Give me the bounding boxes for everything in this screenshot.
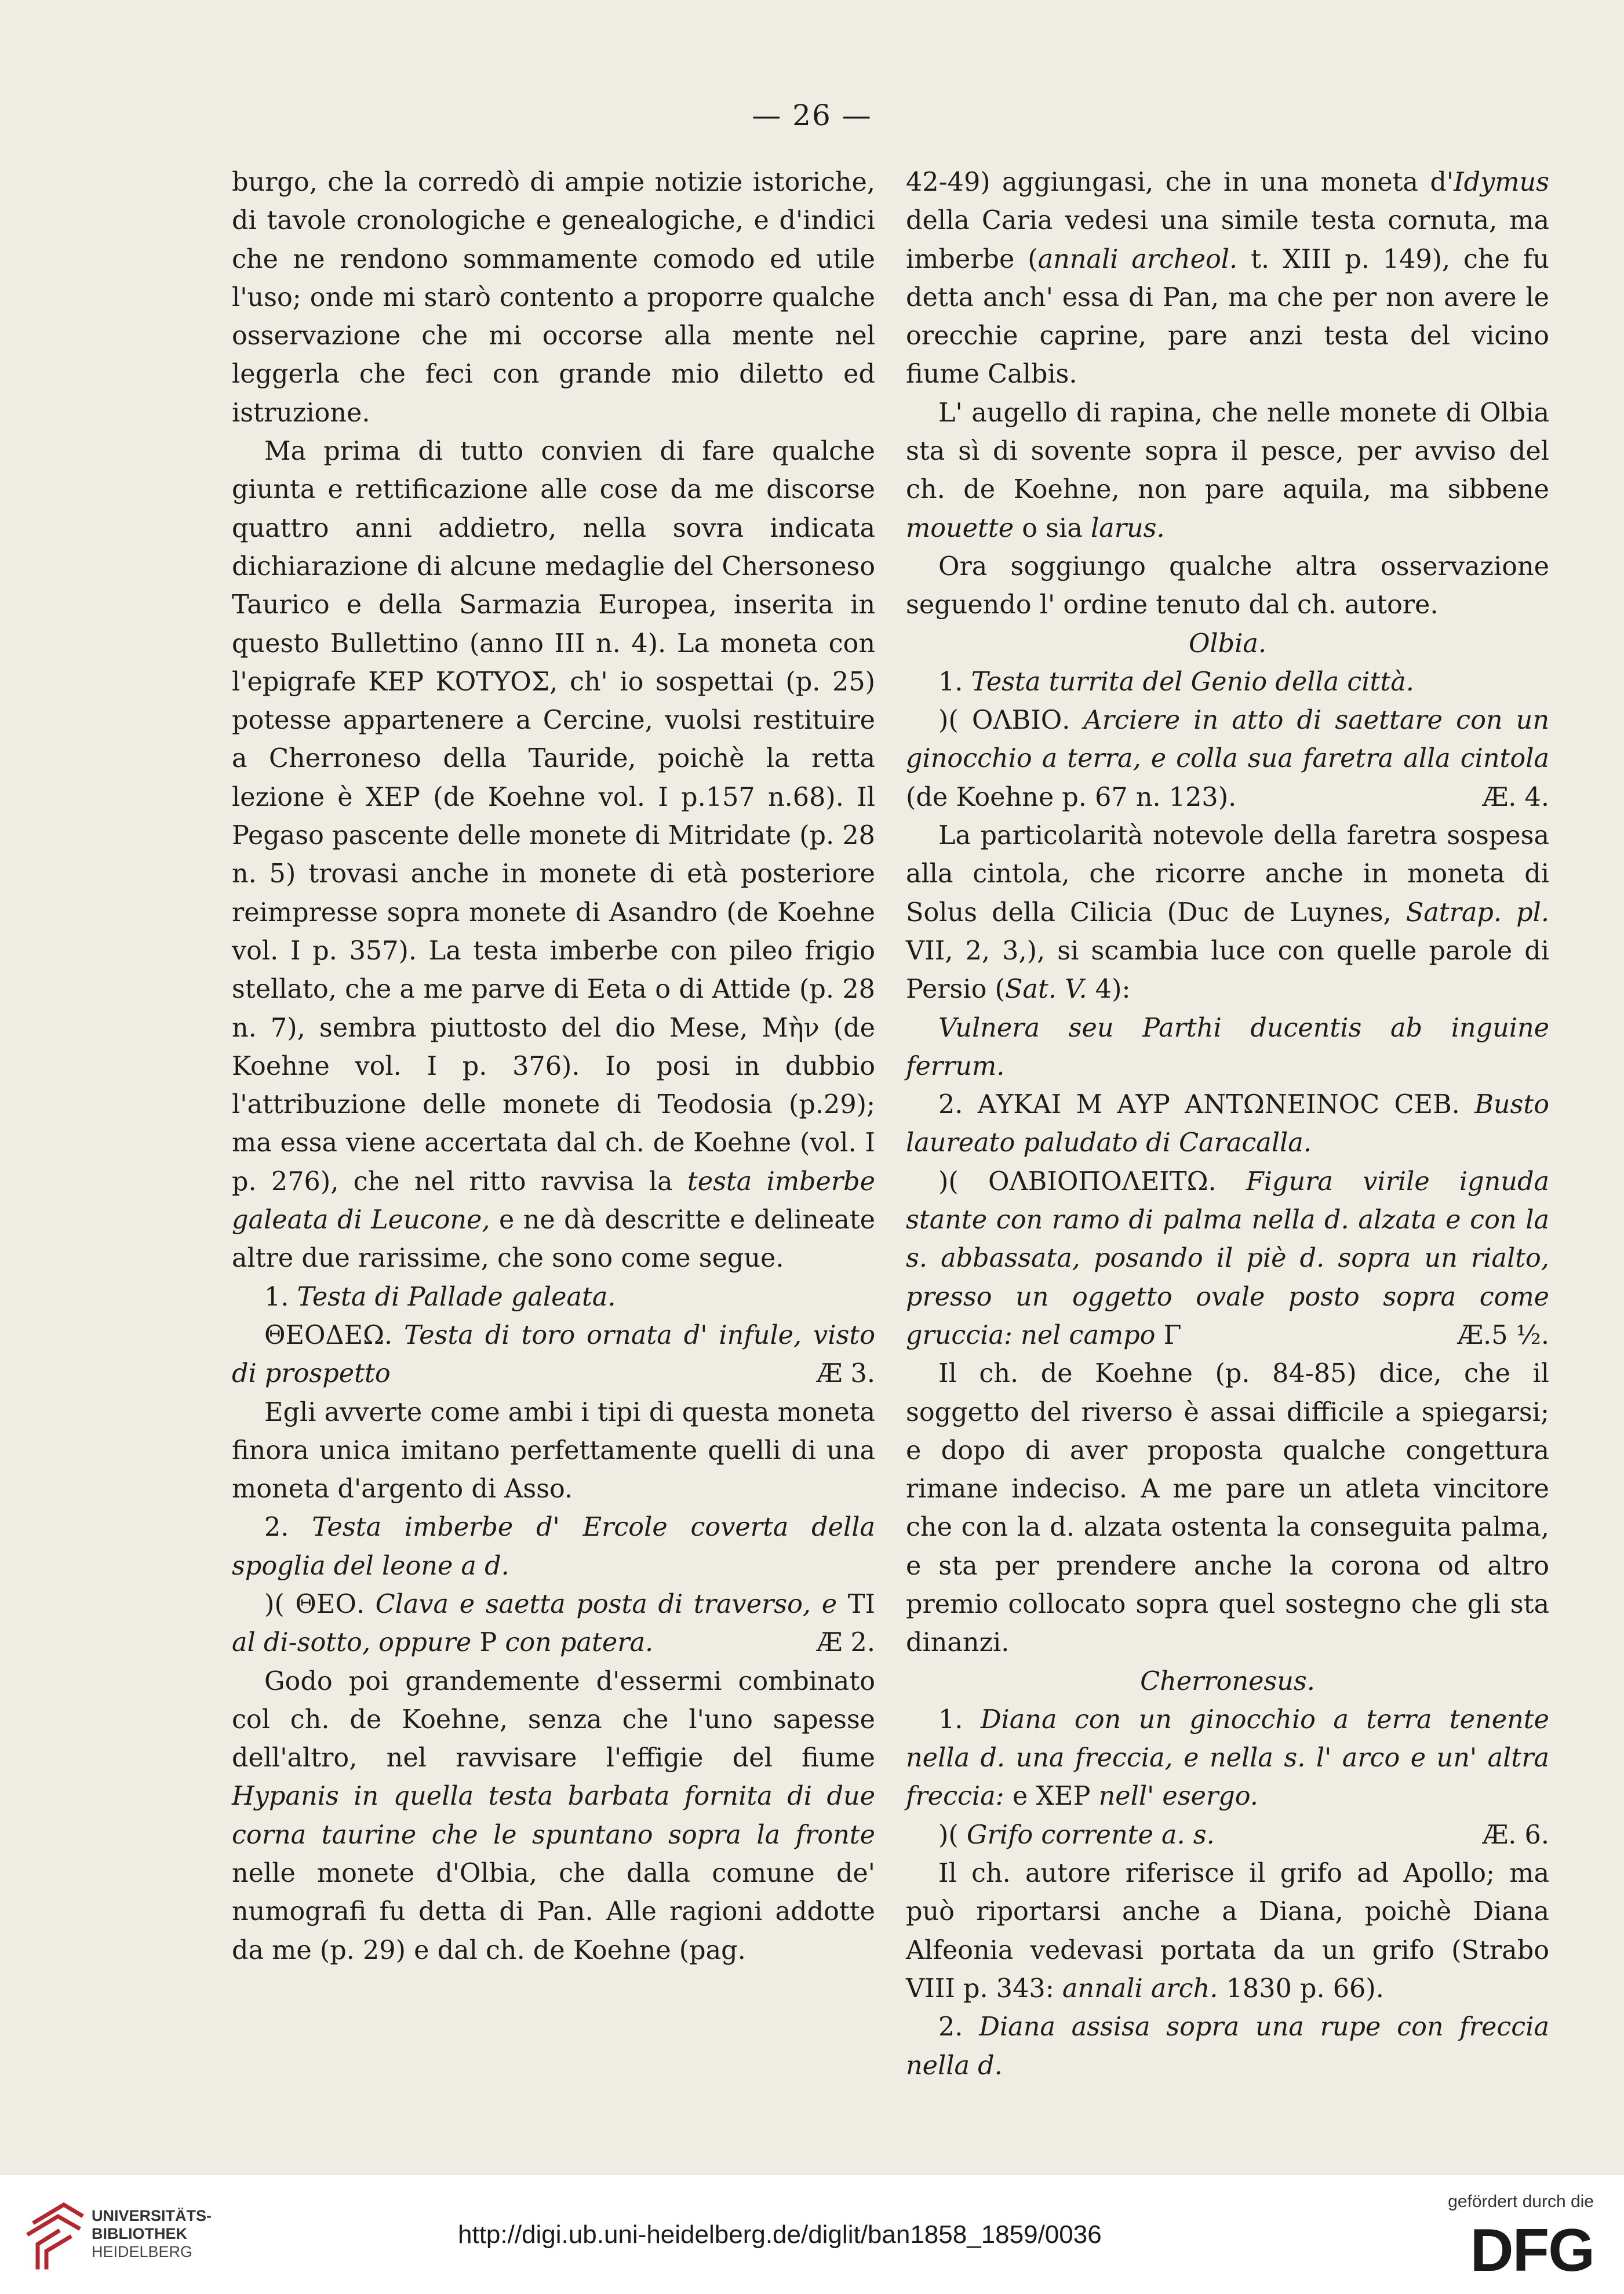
funding-label: gefördert durch die	[1448, 2192, 1594, 2211]
coin-entry-reverse: )( ΟΛΒΙΟΠΟΛΕΙΤΩ. Figura virile ignuda stante con ramo di palma nella d. alzata e con la s. abbassata, posando il piè d. sopra un rialto, presso un oggetto ovale posto sopra come gruccia: nel campo Γ Æ.5 ½.	[906, 1166, 1549, 1350]
library-name: UNIVERSITÄTS- BIBLIOTHEK HEIDELBERG	[92, 2207, 212, 2260]
coin-entry-reverse: ΘΕΟΔΕΩ. Testa di toro ornata d' infule, visto di prospetto Æ 3.	[232, 1320, 875, 1389]
coin-entry-title: 1. Diana con un ginocchio a terra tenente nella d. una freccia, e nella s. l' arco e un' altra freccia: e ΧΕΡ nell' esergo.	[906, 1704, 1549, 1812]
coin-entry-title: 1. Testa turrita del Genio della città.	[938, 667, 1414, 697]
paragraph: Ora soggiungo qualche altra osservazione seguendo l' ordine tenuto dal ch. autore.	[906, 551, 1549, 620]
paragraph: burgo, che la corredò di ampie notizie istoriche, di tavole cronologiche e genealogiche, e d'indici che ne rendono sommamente comodo ed utile l'uso; onde mi starò contento a proporre qualche osservazione che mi occorse alla mente nel leggerla che feci con grande mio diletto ed istruzione.	[232, 168, 875, 428]
paragraph: Il ch. de Koehne (p. 84-85) dice, che il soggetto del riverso è assai difficile a spiegarsi; e dopo di aver proposta qualche congettura rimane indeciso. A me pare un atleta vincitore che con la d. alzata ostenta la conseguita palma, e sta per prendere anche la corona od altro premio collocato sopra quel sostegno che gli sta dinanzi.	[906, 1359, 1549, 1658]
paragraph: Ma prima di tutto convien di fare qualche giunta e rettificazione alle cose da me discorse quattro anni addietro, nella sovra indicata dichiarazione di alcune medaglie del Chersoneso Taurico e della Sarmazia Europea, inserita in questo Bullettino (anno III n. 4). La moneta con l'epigrafe ΚΕΡ ΚΟΤΥΟΣ, ch' io sospettai (p. 25) potesse appartenere a Cercine, vuolsi restituire a Cherroneso della Tauride, poichè la retta lezione è ΧΕΡ (de Koehne vol. I p.157 n.68). Il Pegaso pascente delle monete di Mitridate (p. 28 n. 5) trovasi anche in monete di età posteriore reimpresse sopra monete di Asandro (de Koehne vol. I p. 357). La testa imberbe con pileo frigio stellato, che a me parve di Eeta o di Attide (p. 28 n. 7), sembra piuttosto del dio Mese, Μὴν (de Koehne vol. I p. 376). Io posi in dubbio l'attribuzione delle monete di Teodosia (p.29); ma essa viene accertata dal ch. de Koehne (vol. I p. 276), che nel ritto ravvisa la testa imberbe galeata di Leucone, e ne dà descritte e delineate altre due rarissime, che sono come segue.	[232, 437, 875, 1274]
coin-entry-title: 2. ΑΥΚΑΙ Μ ΑΥΡ ΑΝΤΩΝΕΙΝΟϹ ϹΕΒ. Busto laureato paludato di Caracalla.	[906, 1090, 1549, 1158]
paragraph: Egli avverte come ambi i tipi di questa moneta finora unica imitano perfettamente quelli di una moneta d'argento di Asso.	[232, 1397, 875, 1504]
coin-entry-reverse: )( ΘΕΟ. Clava e saetta posta di traverso, e TI al di-sotto, oppure P con patera. Æ 2.	[232, 1589, 875, 1658]
coin-entry-reverse: )( ΟΛΒΙΟ. Arciere in atto di saettare con un ginocchio a terra, e colla sua faretra alla cintola (de Koehne p. 67 n. 123). Æ. 4.	[906, 706, 1549, 812]
permalink-url[interactable]: http://digi.ub.uni-heidelberg.de/diglit/ban1858_1859/0036	[458, 2220, 1102, 2249]
digitization-footer	[0, 2174, 1624, 2294]
paragraph: L' augello di rapina, che nelle monete di Olbia sta sì di sovente sopra il pesce, per avviso del ch. de Koehne, non pare aquila, ma sibbene mouette o sia larus.	[906, 398, 1549, 543]
section-heading-olbia: Olbia.	[1188, 628, 1267, 659]
coin-entry-reverse: )( Grifo corrente a. s. Æ. 6.	[938, 1820, 1549, 1850]
left-column	[232, 163, 875, 1970]
section-heading-cherronesus: Cherronesus.	[1140, 1666, 1315, 1696]
university-library-logo-icon	[23, 2199, 87, 2274]
paragraph: La particolarità notevole della faretra sospesa alla cintola, che ricorre anche in moneta di Solus della Cilicia (Duc de Luynes, Satrap. pl. VII, 2, 3,), si scambia luce con quelle parole di Persio (Sat. V. 4):	[906, 821, 1550, 1005]
quotation: Vulnera seu Parthi ducentis ab inguine ferrum.	[906, 1013, 1549, 1081]
coin-entry-title: 2. Testa imberbe d' Ercole coverta della spoglia del leone a d.	[232, 1513, 875, 1581]
paragraph: Godo poi grandemente d'essermi combinato col ch. de Koehne, senza che l'uno sapesse dell'altro, nel ravvisare l'effigie del fiume Hypanis in quella testa barbata fornita di due corna taurine che le spuntano sopra la fronte nelle monete d'Olbia, che dalla comune de' numografi fu detta di Pan. Alle ragioni addotte da me (p. 29) e dal ch. de Koehne (pag.	[232, 1666, 875, 1965]
right-column	[906, 163, 1549, 2085]
dfg-logo: DFG	[1470, 2217, 1594, 2284]
coin-entry-title: 2. Diana assisa sopra una rupe con freccia nella d.	[906, 2012, 1549, 2081]
paragraph: Il ch. autore riferisce il grifo ad Apollo; ma può riportarsi anche a Diana, poichè Diana Alfeonia vedevasi portata da un grifo (Strabo VIII p. 343: annali arch. 1830 p. 66).	[906, 1859, 1549, 2004]
page-number: — 26 —	[752, 99, 872, 132]
paragraph: 42-49) aggiungasi, che in una moneta d'Idymus della Caria vedesi una simile testa cornuta, ma imberbe (annali archeol. t. XIII p. 149), che fu detta anch' essa di Pan, ma che per non avere le orecchie caprine, pare anzi testa del vicino fiume Calbis.	[906, 168, 1549, 390]
coin-entry-title: 1. Testa di Pallade galeata.	[264, 1282, 616, 1312]
